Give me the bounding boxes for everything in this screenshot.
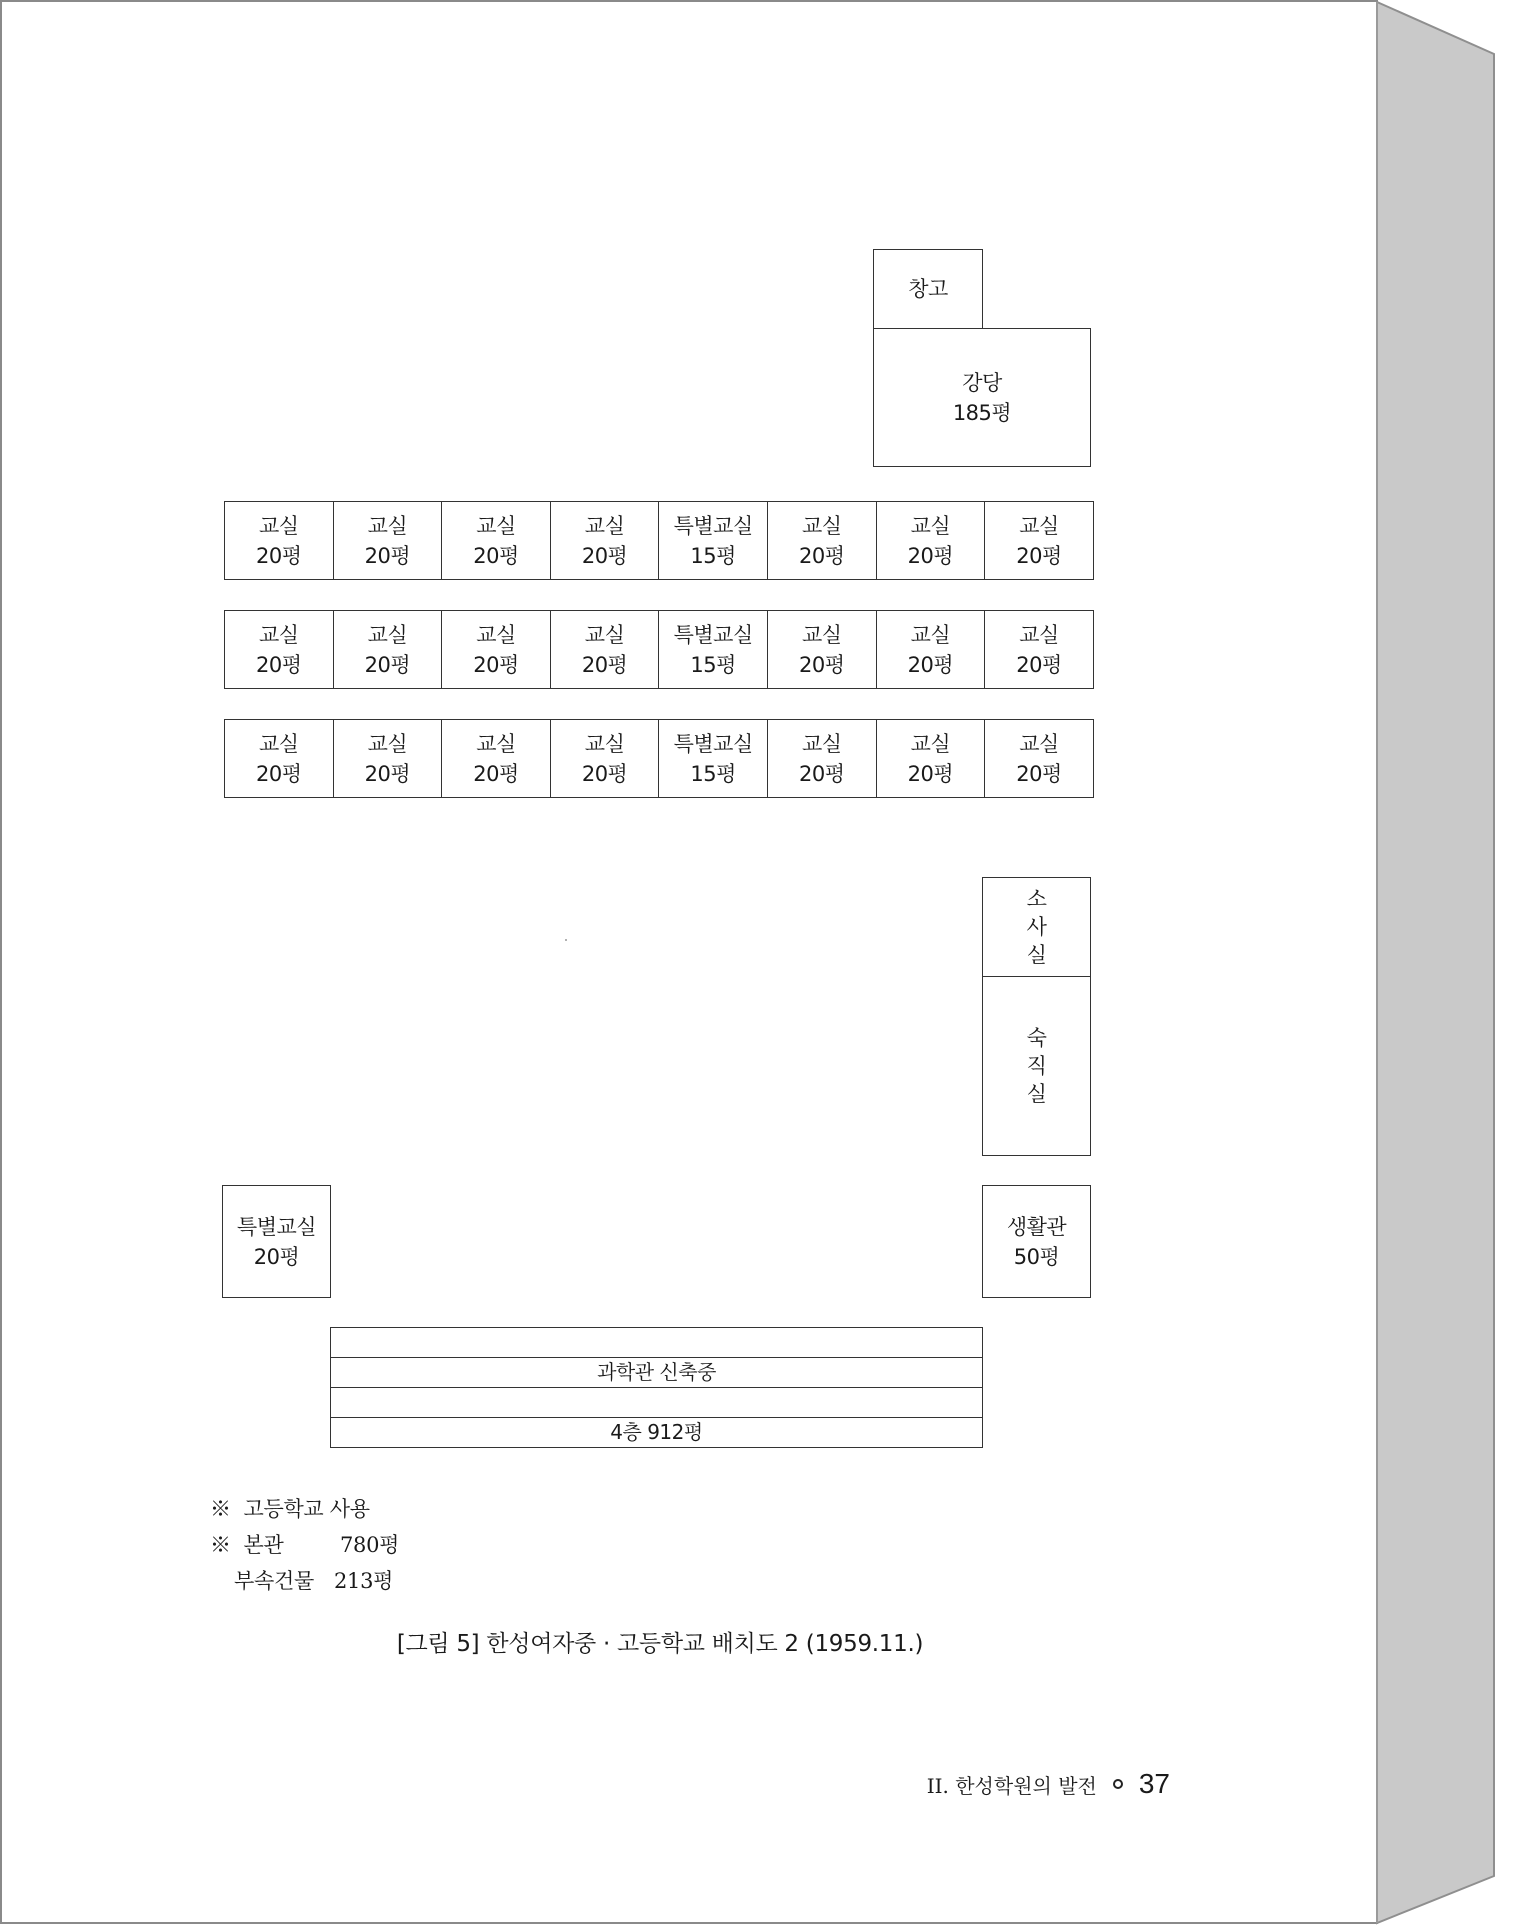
special-room-box (222, 1185, 331, 1298)
auditorium-box (873, 328, 1091, 467)
classroom-cell (550, 501, 660, 580)
classroom-cell (876, 719, 986, 798)
classroom-label: 교실 (802, 513, 842, 538)
classroom-area: 20평 (256, 652, 302, 677)
living-hall-label: 생활관 (1006, 1214, 1067, 1239)
classroom-area: 20평 (907, 652, 954, 677)
classroom-label: 교실 (802, 622, 842, 647)
note-label-3: 부속건물 (234, 1569, 314, 1593)
classroom-cell (658, 610, 768, 689)
classroom-label: 교실 (1019, 622, 1059, 647)
night-duty-char-3: 실 (1026, 1082, 1047, 1106)
classroom-cell (224, 501, 334, 580)
classroom-cell (441, 610, 551, 689)
classroom-label: 교실 (910, 513, 951, 538)
classroom-cell (333, 610, 443, 689)
classroom-area: 20평 (799, 652, 845, 677)
classroom-area: 20평 (473, 652, 519, 677)
living-hall-box (982, 1185, 1091, 1298)
classroom-cell (984, 610, 1094, 689)
page-number: 37 (1138, 1768, 1170, 1799)
classroom-area: 20평 (799, 761, 845, 786)
classroom-cell (767, 610, 877, 689)
classroom-label: 교실 (1019, 513, 1059, 538)
special-room-label: 특별교실 (236, 1214, 317, 1239)
classroom-cell (767, 501, 877, 580)
classroom-label: 교실 (367, 513, 408, 538)
note-mark-2: ※ (210, 1533, 231, 1557)
classroom-area: 20평 (256, 543, 302, 568)
office-char-2: 사 (1026, 915, 1047, 939)
classroom-cell (658, 719, 768, 798)
classroom-cell (441, 719, 551, 798)
classroom-label: 특별교실 (673, 731, 753, 756)
classroom-area: 20평 (907, 543, 954, 568)
book-edge (1377, 2, 1494, 1923)
classroom-cell (224, 719, 334, 798)
storage-box (873, 249, 983, 329)
classroom-label: 교실 (259, 622, 299, 647)
classroom-label: 특별교실 (673, 622, 753, 647)
science-hall-area: 4층 912평 (610, 1420, 703, 1444)
classroom-label: 교실 (367, 731, 408, 756)
note-line-1 (210, 1494, 370, 1524)
classroom-cell (441, 501, 551, 580)
science-hall-label: 과학관 신축중 (597, 1360, 716, 1384)
classroom-area: 20평 (581, 761, 628, 786)
office-char-3: 실 (1026, 943, 1047, 967)
classroom-area: 15평 (690, 543, 736, 568)
page-footer (927, 1768, 1170, 1800)
classroom-area: 20평 (473, 543, 519, 568)
office-box (982, 877, 1091, 977)
note-mark-1: ※ (210, 1497, 231, 1521)
classroom-cell (550, 719, 660, 798)
classroom-area: 20평 (907, 761, 954, 786)
classroom-area: 20평 (256, 761, 302, 786)
classroom-area: 20평 (799, 543, 845, 568)
note-label-2: 본관 (243, 1533, 284, 1557)
night-duty-char-1: 숙 (1026, 1026, 1047, 1050)
note-value-3: 213평 (334, 1569, 394, 1593)
classroom-label: 교실 (476, 513, 516, 538)
classroom-label: 교실 (259, 513, 299, 538)
office-char-1: 소 (1026, 887, 1047, 911)
classroom-area: 15평 (690, 652, 736, 677)
classroom-label: 교실 (910, 622, 951, 647)
classroom-cell (984, 501, 1094, 580)
classroom-area: 20평 (364, 761, 411, 786)
classroom-area: 20평 (1016, 652, 1062, 677)
bullet-icon (1113, 1779, 1123, 1789)
classroom-cell (984, 719, 1094, 798)
night-duty-box (982, 976, 1091, 1156)
classroom-label: 특별교실 (673, 513, 753, 538)
classroom-area: 20평 (364, 543, 411, 568)
classroom-label: 교실 (259, 731, 299, 756)
classroom-cell (658, 501, 768, 580)
classroom-area: 20평 (364, 652, 411, 677)
science-hall-divider-2 (330, 1387, 983, 1388)
note-value-2: 780평 (340, 1533, 400, 1557)
classroom-label: 교실 (367, 622, 408, 647)
note-line-2 (210, 1530, 283, 1560)
classroom-area: 20평 (1016, 543, 1062, 568)
storage-label: 창고 (908, 277, 948, 301)
classroom-area: 20평 (581, 543, 628, 568)
classroom-cell (550, 610, 660, 689)
night-duty-char-2: 직 (1026, 1054, 1047, 1078)
classroom-area: 15평 (690, 761, 736, 786)
figure-caption: [그림 5] 한성여자중 · 고등학교 배치도 2 (1959.11.) (396, 1631, 924, 1657)
classroom-cell (333, 501, 443, 580)
classroom-area: 20평 (473, 761, 519, 786)
classroom-label: 교실 (584, 622, 625, 647)
classroom-label: 교실 (910, 731, 951, 756)
classroom-area: 20평 (581, 652, 628, 677)
classroom-cell (224, 610, 334, 689)
classroom-cell (767, 719, 877, 798)
classroom-area: 20평 (1016, 761, 1062, 786)
special-room-area: 20평 (253, 1244, 300, 1269)
auditorium-label: 강당 (962, 370, 1002, 395)
living-hall-area: 50평 (1013, 1244, 1060, 1269)
classroom-label: 교실 (1019, 731, 1059, 756)
classroom-cell (876, 501, 986, 580)
classroom-label: 교실 (802, 731, 842, 756)
classroom-label: 교실 (584, 513, 625, 538)
note-text-1: 고등학교 사용 (243, 1497, 370, 1521)
auditorium-area: 185평 (952, 400, 1012, 425)
classroom-cell (876, 610, 986, 689)
classroom-cell (333, 719, 443, 798)
footer-section-title: II. 한성학원의 발전 (926, 1774, 1097, 1798)
classroom-label: 교실 (476, 731, 516, 756)
classroom-label: 교실 (476, 622, 516, 647)
classroom-label: 교실 (584, 731, 625, 756)
